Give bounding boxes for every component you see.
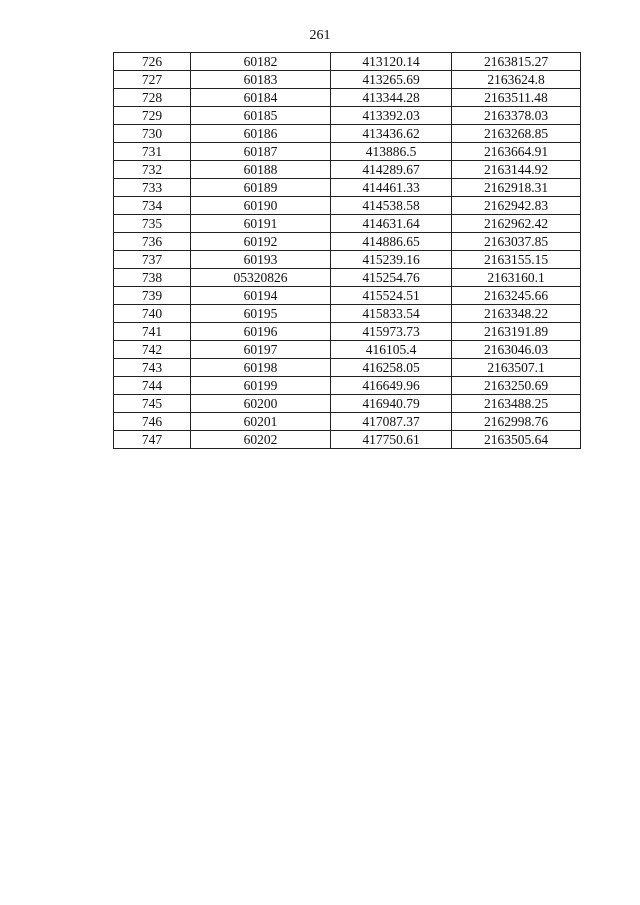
point-id-cell: 60192	[191, 233, 331, 251]
table-row	[114, 143, 581, 161]
table-row	[114, 197, 581, 215]
row-index-cell: 743	[114, 359, 191, 377]
row-index-cell: 740	[114, 305, 191, 323]
y-coordinate-cell: 2163160.1	[452, 269, 581, 287]
row-index-cell: 733	[114, 179, 191, 197]
point-id-cell: 60184	[191, 89, 331, 107]
y-coordinate-cell: 2163037.85	[452, 233, 581, 251]
page-number: 261	[309, 28, 331, 43]
x-coordinate-cell: 414461.33	[331, 179, 452, 197]
point-id-cell: 60198	[191, 359, 331, 377]
point-id-cell: 60190	[191, 197, 331, 215]
x-coordinate-cell: 414631.64	[331, 215, 452, 233]
point-id-cell: 60183	[191, 71, 331, 89]
row-index-cell: 727	[114, 71, 191, 89]
row-index-cell: 736	[114, 233, 191, 251]
point-id-cell: 60195	[191, 305, 331, 323]
table-row	[114, 89, 581, 107]
point-id-cell: 60194	[191, 287, 331, 305]
table-row	[114, 53, 581, 71]
x-coordinate-cell: 413265.69	[331, 71, 452, 89]
coordinates-table	[113, 52, 581, 449]
row-index-cell: 745	[114, 395, 191, 413]
x-coordinate-cell: 415524.51	[331, 287, 452, 305]
table-row	[114, 233, 581, 251]
row-index-cell: 746	[114, 413, 191, 431]
row-index-cell: 735	[114, 215, 191, 233]
y-coordinate-cell: 2163250.69	[452, 377, 581, 395]
x-coordinate-cell: 413344.28	[331, 89, 452, 107]
point-id-cell: 60182	[191, 53, 331, 71]
x-coordinate-cell: 416940.79	[331, 395, 452, 413]
row-index-cell: 744	[114, 377, 191, 395]
x-coordinate-cell: 414886.65	[331, 233, 452, 251]
table-row	[114, 341, 581, 359]
x-coordinate-cell: 414538.58	[331, 197, 452, 215]
table-row	[114, 215, 581, 233]
table-row	[114, 251, 581, 269]
row-index-cell: 729	[114, 107, 191, 125]
row-index-cell: 728	[114, 89, 191, 107]
table-row	[114, 161, 581, 179]
x-coordinate-cell: 414289.67	[331, 161, 452, 179]
table-row	[114, 323, 581, 341]
y-coordinate-cell: 2163191.89	[452, 323, 581, 341]
y-coordinate-cell: 2163144.92	[452, 161, 581, 179]
y-coordinate-cell: 2163507.1	[452, 359, 581, 377]
y-coordinate-cell: 2162998.76	[452, 413, 581, 431]
y-coordinate-cell: 2163511.48	[452, 89, 581, 107]
point-id-cell: 60189	[191, 179, 331, 197]
y-coordinate-cell: 2163155.15	[452, 251, 581, 269]
y-coordinate-cell: 2163378.03	[452, 107, 581, 125]
coordinates-table-body	[114, 53, 581, 449]
table-row	[114, 125, 581, 143]
row-index-cell: 739	[114, 287, 191, 305]
point-id-cell: 60186	[191, 125, 331, 143]
x-coordinate-cell: 413120.14	[331, 53, 452, 71]
y-coordinate-cell: 2163488.25	[452, 395, 581, 413]
table-row	[114, 395, 581, 413]
point-id-cell: 60185	[191, 107, 331, 125]
point-id-cell: 60202	[191, 431, 331, 449]
row-index-cell: 731	[114, 143, 191, 161]
table-row	[114, 413, 581, 431]
table-row	[114, 287, 581, 305]
row-index-cell: 734	[114, 197, 191, 215]
y-coordinate-cell: 2163268.85	[452, 125, 581, 143]
y-coordinate-cell: 2162918.31	[452, 179, 581, 197]
y-coordinate-cell: 2162942.83	[452, 197, 581, 215]
table-row	[114, 71, 581, 89]
x-coordinate-cell: 413886.5	[331, 143, 452, 161]
x-coordinate-cell: 415239.16	[331, 251, 452, 269]
y-coordinate-cell: 2163664.91	[452, 143, 581, 161]
point-id-cell: 60193	[191, 251, 331, 269]
row-index-cell: 738	[114, 269, 191, 287]
table-row	[114, 269, 581, 287]
row-index-cell: 732	[114, 161, 191, 179]
x-coordinate-cell: 415833.54	[331, 305, 452, 323]
point-id-cell: 60196	[191, 323, 331, 341]
x-coordinate-cell: 417087.37	[331, 413, 452, 431]
x-coordinate-cell: 413436.62	[331, 125, 452, 143]
y-coordinate-cell: 2162962.42	[452, 215, 581, 233]
x-coordinate-cell: 416105.4	[331, 341, 452, 359]
row-index-cell: 726	[114, 53, 191, 71]
table-row	[114, 107, 581, 125]
table-row	[114, 431, 581, 449]
row-index-cell: 737	[114, 251, 191, 269]
x-coordinate-cell: 413392.03	[331, 107, 452, 125]
table-row	[114, 305, 581, 323]
y-coordinate-cell: 2163046.03	[452, 341, 581, 359]
point-id-cell: 60197	[191, 341, 331, 359]
x-coordinate-cell: 416258.05	[331, 359, 452, 377]
x-coordinate-cell: 417750.61	[331, 431, 452, 449]
x-coordinate-cell: 415973.73	[331, 323, 452, 341]
table-row	[114, 179, 581, 197]
x-coordinate-cell: 416649.96	[331, 377, 452, 395]
row-index-cell: 741	[114, 323, 191, 341]
point-id-cell: 05320826	[191, 269, 331, 287]
table-row	[114, 377, 581, 395]
point-id-cell: 60201	[191, 413, 331, 431]
row-index-cell: 742	[114, 341, 191, 359]
x-coordinate-cell: 415254.76	[331, 269, 452, 287]
row-index-cell: 730	[114, 125, 191, 143]
table-row	[114, 359, 581, 377]
y-coordinate-cell: 2163815.27	[452, 53, 581, 71]
point-id-cell: 60200	[191, 395, 331, 413]
y-coordinate-cell: 2163624.8	[452, 71, 581, 89]
y-coordinate-cell: 2163245.66	[452, 287, 581, 305]
point-id-cell: 60191	[191, 215, 331, 233]
y-coordinate-cell: 2163505.64	[452, 431, 581, 449]
row-index-cell: 747	[114, 431, 191, 449]
point-id-cell: 60199	[191, 377, 331, 395]
point-id-cell: 60188	[191, 161, 331, 179]
point-id-cell: 60187	[191, 143, 331, 161]
y-coordinate-cell: 2163348.22	[452, 305, 581, 323]
